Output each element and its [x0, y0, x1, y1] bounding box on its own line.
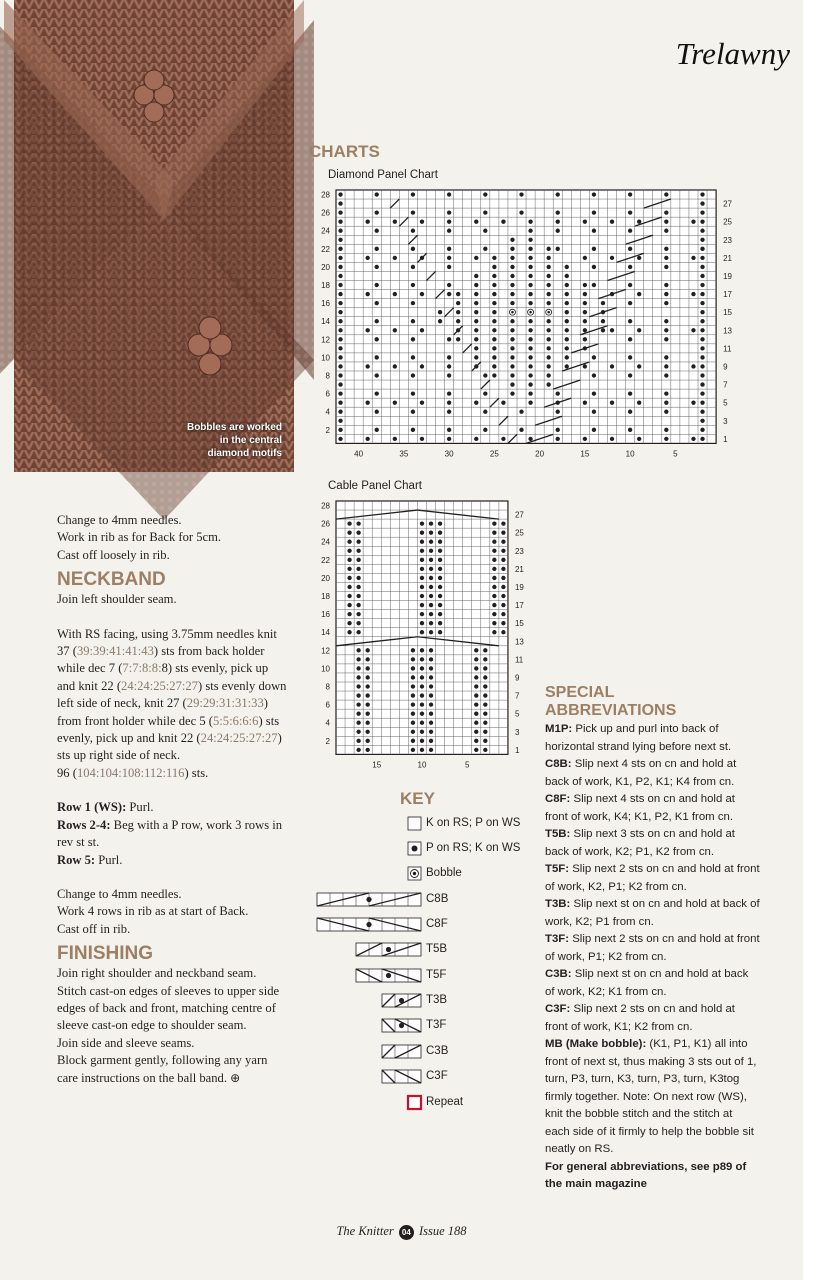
row-instruction: Row 1 (WS): Purl.: [57, 800, 154, 815]
row-number-label: 11: [723, 344, 732, 354]
diamond-panel-chart: [305, 186, 733, 466]
bobble-symbol-icon: [407, 866, 422, 881]
row-number-label: 20: [321, 262, 330, 272]
row-number-label: 22: [321, 555, 330, 565]
abbreviation-item: M1P: Pick up and purl into back of horizontal strand lying before next st.: [545, 723, 732, 753]
abbreviation-item: C3F: Slip next 2 sts on cn and hold at front of work, K1; K2 from cn.: [545, 1003, 735, 1033]
caption-line: diamond motifs: [207, 448, 282, 459]
text-line: Block garment gently, following any yarn care instructions on the ball band. ⊕: [57, 1053, 268, 1085]
key-item-c8b: [300, 890, 540, 910]
key-label: C8B: [426, 893, 449, 905]
row-number-label: 11: [514, 655, 524, 665]
row-number-label: 16: [321, 610, 330, 620]
row-number-label: 24: [321, 537, 330, 547]
key-item-t3f: [300, 1016, 540, 1036]
text-line: Change to 4mm needles.: [57, 513, 182, 527]
diamond-chart-title: Diamond Panel Chart: [328, 169, 438, 181]
row-number-label: 9: [514, 673, 520, 683]
text-line: Cast off in rib.: [57, 921, 131, 936]
key-item-repeat: [300, 1093, 540, 1113]
row-number-label: 12: [321, 335, 330, 345]
row-number-label: 18: [321, 592, 330, 602]
stitch-number-label: 40: [354, 449, 364, 459]
stitch-number-label: 10: [625, 449, 635, 459]
row-number-label: 15: [723, 308, 733, 318]
pattern-title: Trelawny: [675, 36, 790, 71]
key-heading: KEY: [400, 789, 435, 808]
key-item-purl: [300, 839, 540, 859]
row-number-label: 18: [321, 281, 330, 291]
row-number-label: 4: [325, 407, 330, 417]
row-number-label: 25: [723, 217, 733, 227]
row-number-label: 1: [514, 745, 520, 755]
row-number-label: 8: [325, 682, 330, 692]
row-number-label: 23: [723, 235, 733, 245]
row-number-label: 5: [514, 709, 520, 719]
key-item-t5f: [300, 966, 540, 986]
key-label: Repeat: [426, 1096, 464, 1108]
row-number-label: 2: [325, 425, 330, 435]
page-number: 04: [399, 1225, 414, 1240]
repeat-symbol-icon: [407, 1095, 422, 1110]
stitch-number-label: 10: [417, 760, 427, 770]
row-number-label: 24: [321, 226, 330, 236]
text-line: Work in rib as for Back for 5cm.: [57, 530, 222, 545]
stitch-number-label: 35: [399, 449, 409, 459]
abbreviation-item: C8F: Slip next 4 sts on cn and hold at front of work, K4; K1, P2, K1 from cn.: [545, 793, 735, 823]
key-label: K on RS; P on WS: [426, 817, 521, 829]
row-number-label: 5: [723, 398, 728, 408]
text-line: Change to 4mm needles.: [57, 886, 182, 901]
text-line: Join left shoulder seam.: [57, 592, 177, 607]
page-footer: [0, 1224, 803, 1240]
row-number-label: 8: [325, 371, 330, 381]
row-number-label: 21: [514, 564, 524, 574]
row-number-label: 12: [321, 646, 330, 656]
special-abbreviations-list: [545, 721, 760, 1194]
stitch-number-label: 20: [535, 449, 545, 459]
key-label: T3B: [426, 994, 448, 1006]
row-number-label: 23: [514, 546, 524, 556]
charts-heading: CHARTS: [309, 142, 380, 161]
row-number-label: 27: [514, 510, 524, 520]
key-item-c3b: [300, 1042, 540, 1062]
photo-caption: [187, 421, 282, 460]
row-number-label: 2: [325, 736, 330, 746]
row-number-label: 14: [321, 628, 330, 638]
stitch-number-label: 15: [372, 760, 382, 770]
row-number-label: 19: [514, 582, 524, 592]
key-item-knit: [300, 814, 540, 834]
abbreviation-item: T5B: Slip next 3 sts on cn and hold at back of work, K2; P1, K2 from cn.: [545, 828, 735, 858]
abbreviation-item: T3F: Slip next 2 sts on cn and hold at front of work, P1; K2 from cn.: [545, 933, 760, 963]
stitch-number-label: 25: [489, 449, 499, 459]
magazine-name: The Knitter: [336, 1224, 394, 1238]
row-number-label: 9: [723, 362, 728, 372]
row-number-label: 19: [723, 271, 733, 281]
key-label: C8F: [426, 918, 448, 930]
row-number-label: 16: [321, 299, 330, 309]
stitch-number-label: 30: [444, 449, 454, 459]
row-number-label: 26: [321, 519, 330, 529]
row-number-label: 20: [321, 573, 330, 583]
c3b-symbol-icon: [381, 1044, 422, 1059]
row-number-label: 3: [723, 416, 728, 426]
key-item-c3f: [300, 1067, 540, 1087]
key-label: Bobble: [426, 867, 462, 879]
row-number-label: 17: [514, 601, 524, 611]
row-number-label: 28: [321, 190, 330, 200]
text-line: Cast off loosely in rib.: [57, 547, 170, 562]
row-number-label: 26: [321, 208, 330, 218]
text-line: Join right shoulder and neckband seam.: [57, 966, 257, 981]
instructions-column: [57, 512, 287, 1087]
row-number-label: 17: [723, 290, 733, 300]
row-number-label: 15: [514, 619, 524, 629]
row-number-label: 4: [325, 718, 330, 728]
special-abbreviations-heading: SPECIAL ABBREVIATIONS: [545, 684, 677, 719]
row-number-label: 14: [321, 317, 330, 327]
cable-chart-title: Cable Panel Chart: [328, 480, 422, 492]
row-number-label: 7: [723, 380, 728, 390]
abbreviation-item: T3B: Slip next st on cn and hold at back of work, K2; P1 from cn.: [545, 898, 760, 928]
stitch-number-label: 5: [464, 760, 470, 770]
row-number-label: 1: [723, 434, 728, 444]
key-item-t3b: [300, 991, 540, 1011]
neckband-paragraph: With RS facing, using 3.75mm needles knit 37 (39:39:41:41:43) sts from back holder while dec 7 (7:7:8:8:8) sts evenly, pick up and knit 22 (24:24:25:27:27) sts evenly down left side of neck, knit 27 (29:29:31:31:33) from front holder while dec 5 (5:5:6:6:6) sts evenly, pick up and knit 22 (24:24:25:27:27) sts up right side of neck. 96 (104:104:108:112:116) sts.: [57, 626, 287, 780]
text-line: Work 4 rows in rib as at start of Back.: [57, 904, 249, 919]
row-number-label: 21: [723, 253, 733, 263]
general-abbreviations-note: For general abbreviations, see p89 of the main magazine: [545, 1160, 747, 1190]
neckband-heading: NECKBAND: [57, 569, 166, 591]
caption-line: Bobbles are worked: [186, 422, 282, 433]
key-item-bobble: [300, 864, 540, 884]
row-number-label: 10: [321, 664, 330, 674]
row-number-label: 13: [723, 326, 733, 336]
c3f-symbol-icon: [381, 1069, 422, 1084]
cable-panel-chart: [305, 497, 537, 777]
row-number-label: 6: [325, 700, 330, 710]
row-number-label: 28: [321, 501, 330, 511]
abbreviation-item: C8B: Slip next 4 sts on cn and hold at back of work, K1, P2, K1; K4 from cn.: [545, 758, 737, 788]
caption-line: in the central: [219, 435, 282, 446]
text-line: Join side and sleeve seams.: [57, 1035, 195, 1050]
issue-number: Issue 188: [418, 1224, 467, 1238]
key-label: T5B: [426, 943, 448, 955]
purl-symbol-icon: [407, 841, 422, 856]
row-number-label: 3: [514, 727, 520, 737]
key-item-c8f: [300, 915, 540, 935]
knit-symbol-icon: [407, 816, 422, 831]
stitch-number-label: 5: [673, 449, 678, 459]
t5b-symbol-icon: [355, 942, 422, 957]
row-number-label: 13: [514, 637, 524, 647]
c8f-symbol-icon: [316, 917, 422, 932]
row-number-label: 7: [514, 691, 520, 701]
finishing-heading: FINISHING: [57, 943, 154, 965]
row-number-label: 22: [321, 244, 330, 254]
chart-grid: [336, 501, 508, 754]
key-item-t5b: [300, 940, 540, 960]
abbreviation-item: MB (Make bobble): (K1, P1, K1) all into front of next st, thus making 3 sts out of 1, turn, P3, turn, K3, turn, P3, turn, K3tog firmly together. Note: On next row (WS), knit the bobble stitch and the stitch at each side of it firmly to help the bobble sit neatly on RS.: [545, 1038, 757, 1155]
knit-texture: [14, 0, 294, 472]
chart-grid: [336, 190, 716, 443]
key-label: C3B: [426, 1045, 449, 1057]
key-label: T3F: [426, 1019, 447, 1031]
t5f-symbol-icon: [355, 968, 422, 983]
text-line: Stitch cast-on edges of sleeves to upper side edges of back and front, matching centre of sleeve cast-on edge to shoulder seam.: [57, 983, 280, 1033]
knit-swatch-photo: [14, 0, 294, 472]
abbreviation-item: T5F: Slip next 2 sts on cn and hold at front of work, K2, P1; K2 from cn.: [545, 863, 760, 893]
abbreviation-item: C3B: Slip next st on cn and hold at back of work, K2; K1 from cn.: [545, 968, 749, 998]
key-label: P on RS; K on WS: [426, 842, 521, 854]
row-number-label: 27: [723, 199, 733, 209]
t3b-symbol-icon: [381, 993, 422, 1008]
row-instruction: Rows 2-4: Beg with a P row, work 3 rows in rev st st.: [57, 817, 283, 850]
key-label: C3F: [426, 1070, 448, 1082]
stitch-number-label: 15: [580, 449, 590, 459]
t3f-symbol-icon: [381, 1018, 422, 1033]
key-label: T5F: [426, 969, 447, 981]
end-mark-icon: ⊕: [230, 1070, 241, 1085]
row-number-label: 10: [321, 353, 330, 363]
c8b-symbol-icon: [316, 892, 422, 907]
row-number-label: 25: [514, 528, 524, 538]
row-instruction: Row 5: Purl.: [57, 852, 123, 867]
row-number-label: 6: [325, 389, 330, 399]
